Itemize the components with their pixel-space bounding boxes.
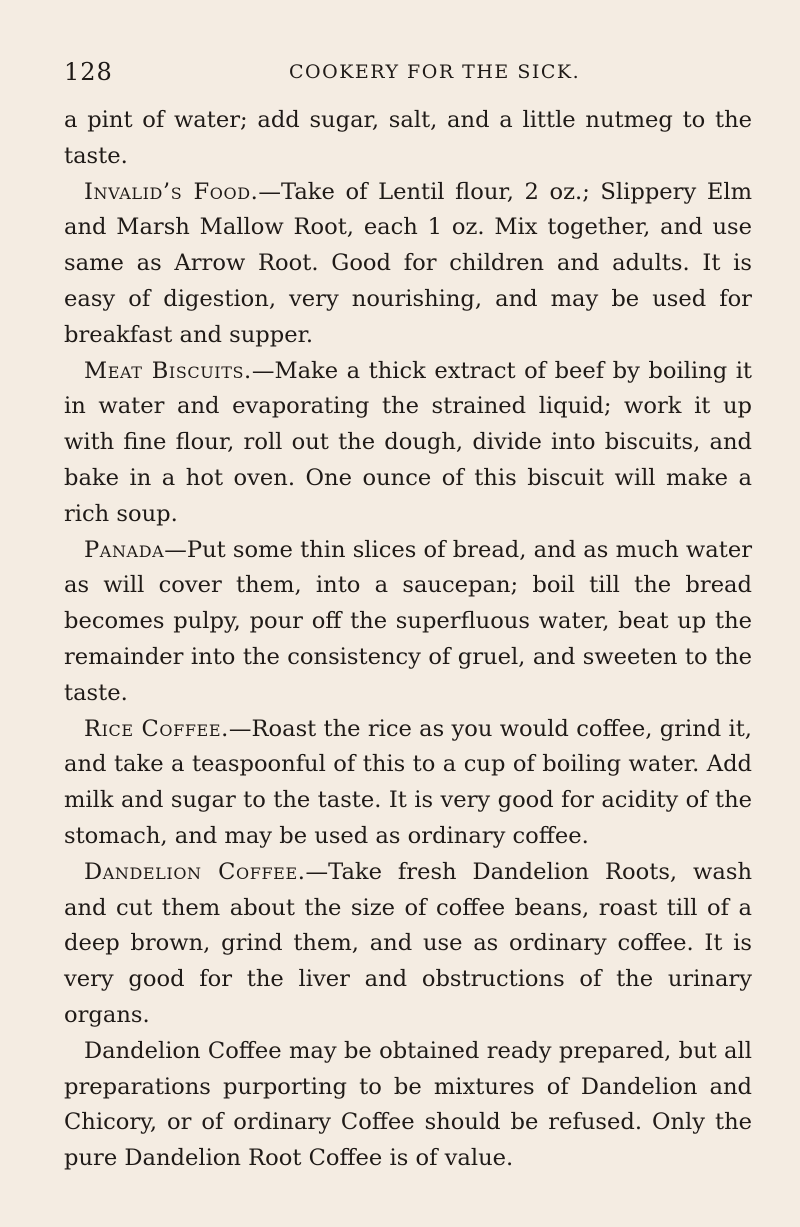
recipe-title: Invalid’s Food. <box>84 178 259 205</box>
recipe-dandelion-coffee <box>64 855 752 1034</box>
recipe-body: —Make a thick extract of beef by boiling it in water and evaporating the strained liquid; work it up with fine flour, roll out the dough, divide into biscuits, and bake in a hot oven. One ounce of this biscuit will make a rich soup. <box>64 357 752 527</box>
recipe-rice-coffee <box>64 712 752 855</box>
recipe-body: —Roast the rice as you would coffee, grind it, and take a teaspoonful of this to a cup of boiling water. Add milk and sugar to the taste. It is very good for acidity of the stomach, and may be used as ordinary coffee. <box>64 715 752 849</box>
recipe-title: Panada <box>84 536 165 563</box>
recipe-panada <box>64 533 752 712</box>
recipe-title: Dandelion Coffee. <box>84 858 306 885</box>
paragraph-continuation <box>64 103 752 175</box>
page-text <box>64 103 752 1177</box>
recipe-body: —Take fresh Dandelion Roots, wash and cut them about the size of coffee beans, roast till of a deep brown, grind them, and use as ordinary coffee. It is very good for the liver and obstructions of the urinary organs. <box>64 858 752 1028</box>
running-title: COOKERY FOR THE SICK. <box>289 61 581 83</box>
recipe-body: —Take of Lentil flour, 2 oz.; Slippery Elm and Marsh Mallow Root, each 1 oz. Mix together, and use same as Arrow Root. Good for children and adults. It is easy of digestion, very nourishing, and may be used for breakfast and supper. <box>64 178 752 348</box>
recipe-meat-biscuits <box>64 354 752 533</box>
paragraph-body: a pint of water; add sugar, salt, and a little nutmeg to the taste. <box>64 107 752 169</box>
paragraph-body: Dandelion Coffee may be obtained ready prepared, but all preparations purporting to be mixtures of Dandelion and Chicory, or of ordinary Coffee should be refused. Only the pure Dandelion Root Coffee is of value. <box>64 1037 752 1172</box>
recipe-invalids-food <box>64 175 752 354</box>
recipe-title: Meat Biscuits. <box>84 357 252 384</box>
page-header <box>0 58 800 98</box>
paragraph-dandelion-note <box>64 1034 752 1177</box>
recipe-body: —Put some thin slices of bread, and as much water as will cover them, into a saucepan; boil till the bread becomes pulpy, pour off the superfluous water, beat up the remainder into the consistency of gruel, and sweeten to the taste. <box>64 536 752 706</box>
recipe-title: Rice Coffee. <box>84 715 229 742</box>
page-number: 128 <box>64 58 113 86</box>
